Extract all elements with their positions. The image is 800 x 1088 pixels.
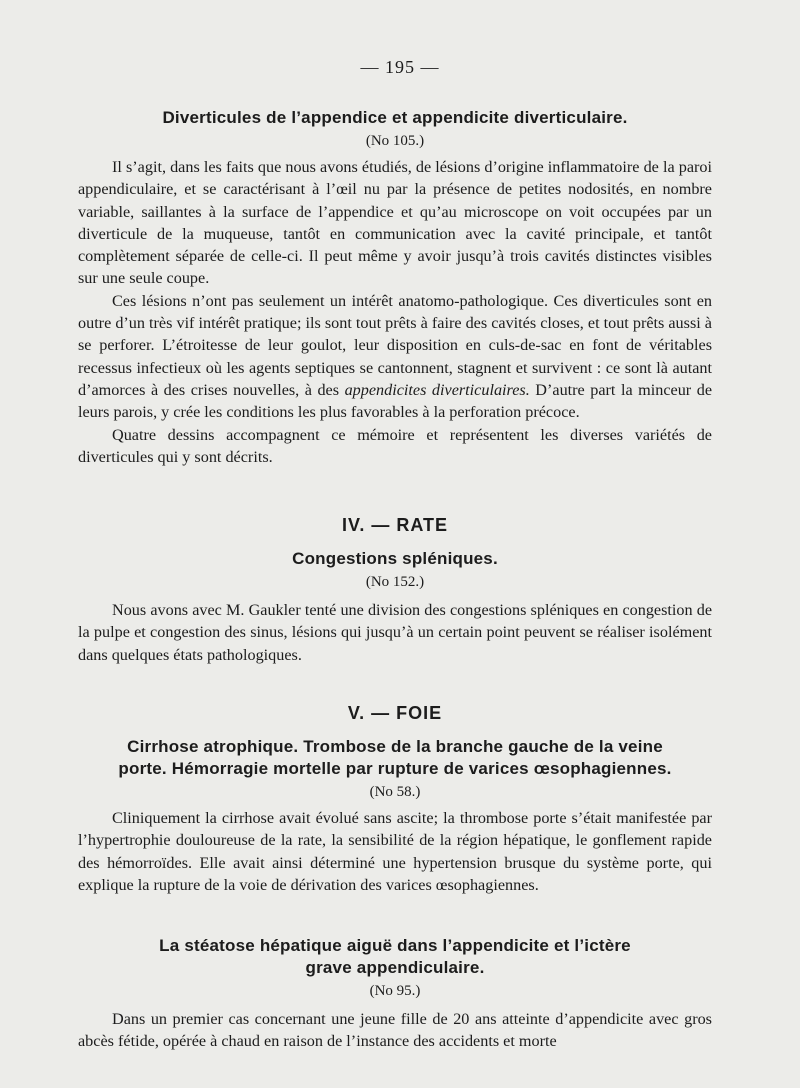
heading-steatose-line2: grave appendiculaire. bbox=[305, 958, 485, 977]
ref-105: (No 105.) bbox=[365, 133, 425, 149]
heading-steatose-line1: La stéatose hépatique aiguë dans l’appendicite et l’ictère bbox=[159, 936, 631, 955]
heading-congestions: Congestions spléniques. bbox=[292, 549, 498, 568]
paragraph-congestions: Nous avons avec M. Gaukler tenté une division des congestions spléniques en congestion de la pulpe et congestion des sinus, lésions qui jusqu’à un certain point peuvent se réaliser isolément dans quelques états pathologiques. bbox=[78, 601, 712, 664]
page-number: — 195 — bbox=[360, 57, 440, 77]
heading-cirrhose-line1: Cirrhose atrophique. Trombose de la branche gauche de la veine bbox=[127, 737, 663, 756]
paragraph-diverticules-2-text: Ces lésions n’ont pas seulement un intérêt anatomo-pathologique. Ces diverticules sont en outre d’un très vif intérêt pratique; ils sont tout prêts à faire des cavités closes, et tout prêts aussi à se perforer. L’étroitesse de leur goulot, leur disposition en culs-de-sac en font de véritables recessus infectieux où les agents septiques se cantonnent, stagnent et survivent : ce sont là autant d’amorces à des crises nouvelles, à des bbox=[78, 291, 712, 399]
paragraph-diverticules-2-end: D’autre part la minceur de leurs parois, y crée les conditions les plus favorables à la perforation précoce. bbox=[78, 380, 713, 422]
paragraph-diverticules-3: Quatre dessins accompagnent ce mémoire et représentent les diverses variétés de diverticules qui y sont décrits. bbox=[78, 425, 712, 466]
paragraph-diverticules-1: Il s’agit, dans les faits que nous avons étudiés, de lésions d’origine inflammatoire de la paroi appendiculaire, et se caractérisant à l’œil nu par la présence de petites nodosités, en nombre variable, saillantes à la surface de l’appendice et qu’au microscope on voit occupées par un diverticule de la muqueuse, tantôt en communication avec la cavité principale, et tantôt complètement séparée de celle-ci. Il peut même y avoir jusqu’à trois cavités distinctes visibles sur une seule coupe. bbox=[78, 158, 712, 288]
ref-152: (No 152.) bbox=[365, 574, 425, 590]
section-title-foie: V. — FOIE bbox=[347, 703, 443, 723]
italic-appendicites-diverticulaires: appendicites diverticulaires. bbox=[344, 380, 530, 399]
heading-cirrhose-line2: porte. Hémorragie mortelle par rupture de varices œsophagiennes. bbox=[118, 759, 672, 778]
paragraph-diverticules-2 bbox=[78, 290, 712, 424]
section-rate bbox=[78, 515, 712, 666]
section-title-rate: IV. — RATE bbox=[341, 515, 449, 535]
paragraph-steatose: Dans un premier cas concernant une jeune fille de 20 ans atteinte d’appendicite avec gros abcès fétide, opérée à chaud en raison de l’instance des accidents et morte bbox=[78, 1010, 712, 1051]
section-foie bbox=[78, 703, 712, 896]
ref-58: (No 58.) bbox=[369, 784, 421, 800]
paragraph-cirrhose: Cliniquement la cirrhose avait évolué sans ascite; la thrombose porte s’était manifestée par l’hypertrophie douloureuse de la rate, la sensibilité de la région hépatique, le gonflement rapide des hémorroïdes. Elle avait ainsi déterminé une hypertension brusque du système porte, qui explique la rupture de la voie de dérivation des varices œsophagiennes. bbox=[78, 809, 712, 894]
section-diverticules bbox=[78, 107, 712, 468]
section-steatose bbox=[78, 935, 712, 1053]
heading-diverticules: Diverticules de l’appendice et appendicite diverticulaire. bbox=[162, 108, 628, 127]
ref-95: (No 95.) bbox=[369, 983, 421, 999]
